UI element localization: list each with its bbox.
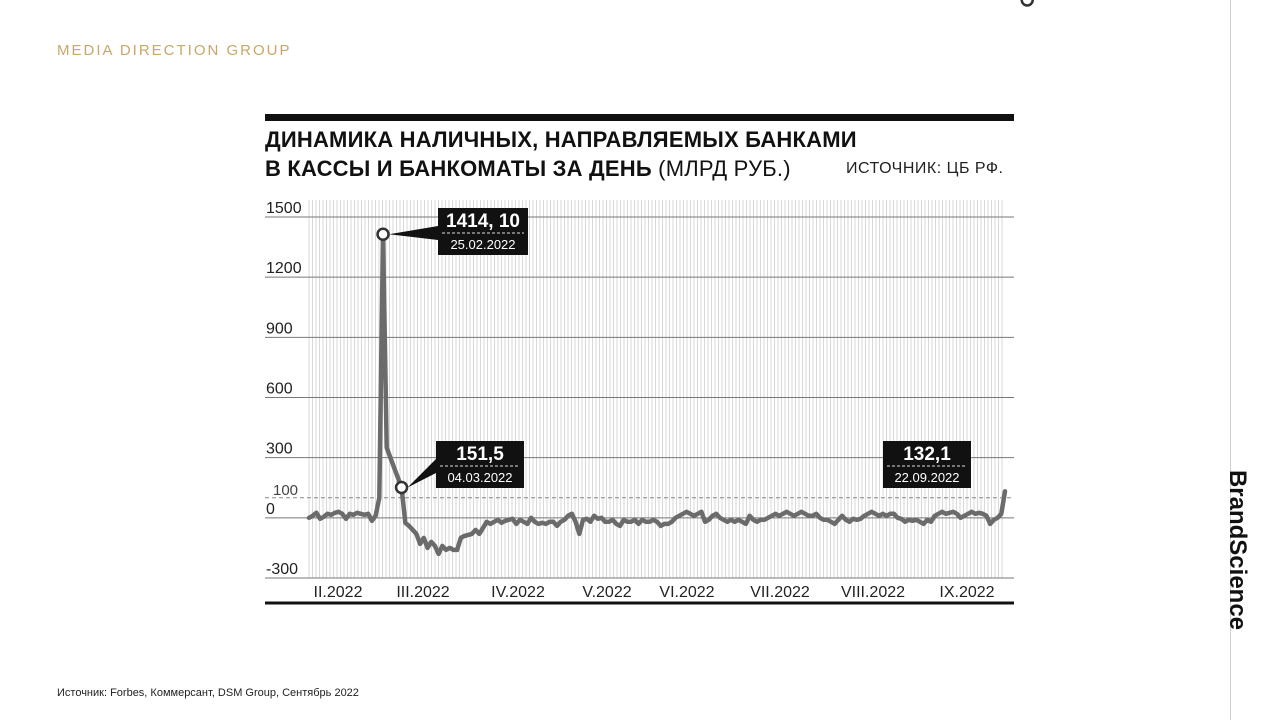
chart-title-unit: (МЛРД РУБ.) xyxy=(658,156,791,181)
y-tick-label: 0 xyxy=(266,500,275,518)
x-month-label: VIII.2022 xyxy=(840,584,906,601)
x-month-label: IX.2022 xyxy=(939,584,995,601)
y-tick-label: 300 xyxy=(266,440,293,458)
side-brand-text: BrandScience xyxy=(1224,469,1251,631)
chart-title-line-2-text: В КАССЫ И БАНКОМАТЫ ЗА ДЕНЬ xyxy=(265,156,652,181)
chart-source-note: ИСТОЧНИК: ЦБ РФ. xyxy=(846,160,1004,177)
x-month-label: V.2022 xyxy=(582,584,632,601)
data-point-marker xyxy=(378,229,389,240)
chart-title-line-1: ДИНАМИКА НАЛИЧНЫХ, НАПРАВЛЯЕМЫХ БАНКАМИ xyxy=(265,127,857,152)
callout-date: 22.09.2022 xyxy=(894,470,960,485)
callout-value: 151,5 xyxy=(456,444,504,465)
y-tick-label: 1200 xyxy=(266,260,302,278)
callout-value: 1414, 10 xyxy=(446,211,520,232)
callout-date: 04.03.2022 xyxy=(447,470,513,485)
x-month-label: III.2022 xyxy=(396,584,450,601)
brand-logo-text: MEDIA DIRECTION GROUP xyxy=(57,42,292,59)
callout-date: 25.02.2022 xyxy=(450,237,516,252)
x-month-label: VII.2022 xyxy=(750,584,810,601)
reference-line-label: 100 xyxy=(273,481,299,499)
x-month-label: IV.2022 xyxy=(491,584,545,601)
data-point-marker xyxy=(396,482,407,493)
footer-source: Источник: Forbes, Коммерсант, DSM Group, Сентябрь 2022 xyxy=(57,687,359,699)
x-month-label: II.2022 xyxy=(313,584,363,601)
y-tick-label: 900 xyxy=(266,320,293,338)
y-tick-label: 1500 xyxy=(266,200,302,217)
y-tick-label: -300 xyxy=(266,561,299,578)
data-point-marker xyxy=(1022,0,1033,6)
y-tick-label: 600 xyxy=(266,380,293,398)
x-month-label: VI.2022 xyxy=(659,584,715,601)
callout-value: 132,1 xyxy=(903,444,951,465)
